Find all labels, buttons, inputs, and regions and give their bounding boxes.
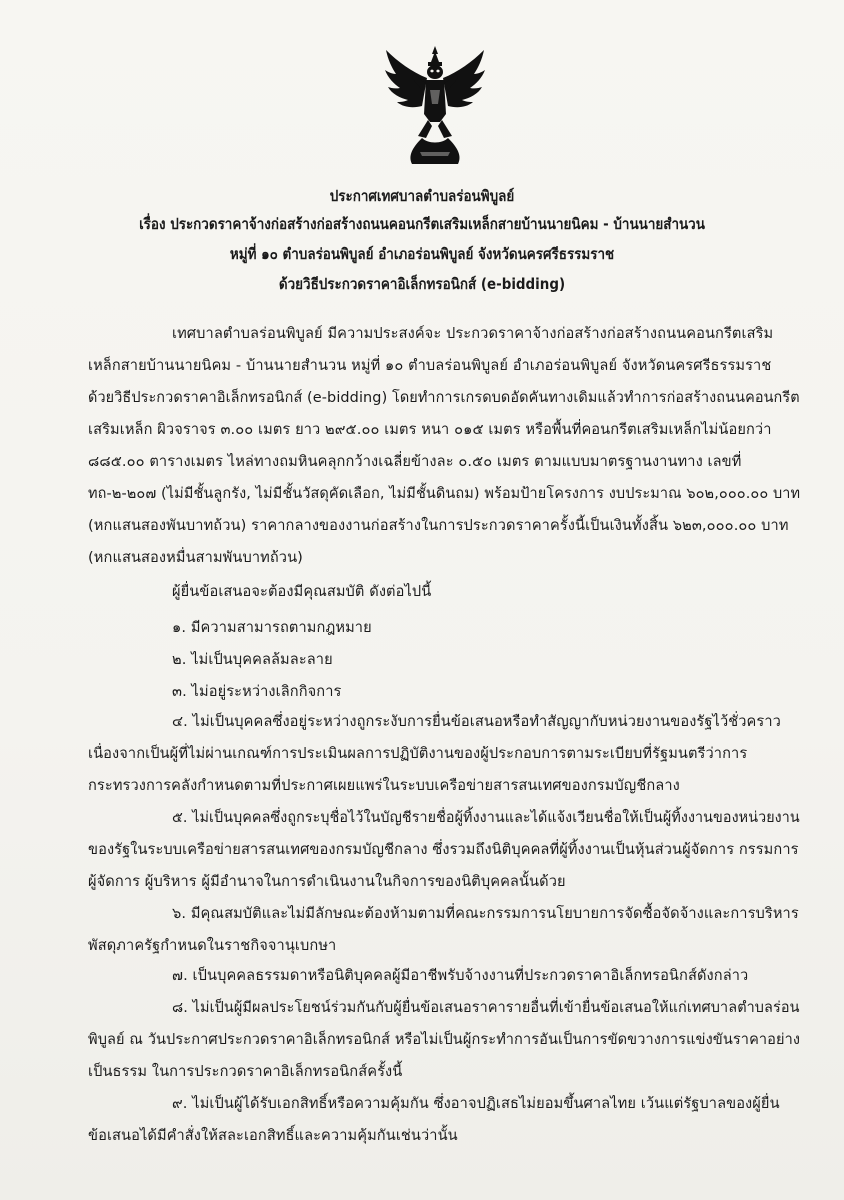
qualification-item: ผู้จัดการ ผู้บริหาร ผู้มีอำนาจในการดำเนินงานในกิจการของนิติบุคคลนั้นด้วย xyxy=(88,873,566,890)
qualification-item: เป็นธรรม ในการประกวดราคาอิเล็กทรอนิกส์ครั้งนี้ xyxy=(88,1063,403,1080)
intro-line: เทศบาลตำบลร่อนพิบูลย์ มีความประสงค์จะ ประกวดราคาจ้างก่อสร้างก่อสร้างถนนคอนกรีตเสริม xyxy=(172,325,774,342)
qualification-item: ข้อเสนอได้มีคำสั่งให้สละเอกสิทธิ์และความคุ้มกันเช่นว่านั้น xyxy=(88,1127,458,1144)
qualification-item: กระทรวงการคลังกำหนดตามที่ประกาศเผยแพร่ในระบบเครือข่ายสารสนเทศของกรมบัญชีกลาง xyxy=(88,777,680,794)
intro-line: เหล็กสายบ้านนายนิคม - บ้านนายสำนวน หมู่ที่ ๑๐ ตำบลร่อนพิบูลย์ อำเภอร่อนพิบูลย์ จังหวัดนครศรีธรรมราช xyxy=(88,357,772,374)
qualification-item: พิบูลย์ ณ วันประกาศประกวดราคาอิเล็กทรอนิกส์ หรือไม่เป็นผู้กระทำการอันเป็นการขัดขวางการแข่งขันราคาอย่าง xyxy=(88,1031,801,1048)
intro-line: ด้วยวิธีประกวดราคาอิเล็กทรอนิกส์ (e-bidding) โดยทำการเกรดบดอัดคันทางเดิมแล้วทำการก่อสร้างถนนคอนกรีต xyxy=(88,389,800,406)
qualification-item: เนื่องจากเป็นผู้ที่ไม่ผ่านเกณฑ์การประเมินผลการปฏิบัติงานของผู้ประกอบการตามระเบียบที่รัฐมนตรีว่าการ xyxy=(88,745,748,762)
garuda-emblem-icon xyxy=(382,44,488,168)
qualification-item: ๙. ไม่เป็นผู้ได้รับเอกสิทธิ์หรือความคุ้มกัน ซึ่งอาจปฏิเสธไม่ยอมขึ้นศาลไทย เว้นแต่รัฐบาลของผู้ยื่น xyxy=(172,1095,780,1112)
qualification-item: ๘. ไม่เป็นผู้มีผลประโยชน์ร่วมกันกับผู้ยื่นข้อเสนอราคารายอื่นที่เข้ายื่นข้อเสนอให้แก่เทศบาลตำบลร่อน xyxy=(172,999,800,1016)
location-line: หมู่ที่ ๑๐ ตำบลร่อนพิบูลย์ อำเภอร่อนพิบูลย์ จังหวัดนครศรีธรรมราช xyxy=(229,245,615,263)
qualification-item: ๑. มีความสามารถตามกฎหมาย xyxy=(172,619,372,636)
qualification-item: ของรัฐในระบบเครือข่ายสารสนเทศของกรมบัญชีกลาง ซึ่งรวมถึงนิติบุคคลที่ผู้ทิ้งงานเป็นหุ้นส่วนผู้จัดการ กรรมการ xyxy=(88,841,799,858)
intro-line: เสริมเหล็ก ผิวจราจร ๓.๐๐ เมตร ยาว ๒๙๕.๐๐ เมตร หนา ๐๑๕ เมตร หรือพื้นที่คอนกรีตเสริมเหล็กไม่น้อยกว่า xyxy=(88,421,772,438)
subject-line: เรื่อง ประกวดราคาจ้างก่อสร้างก่อสร้างถนนคอนกรีตเสริมเหล็กสายบ้านนายนิคม - บ้านนายสำนวน xyxy=(139,215,705,233)
intro-line: (หกแสนสองหมื่นสามพันบาทถ้วน) xyxy=(88,549,303,566)
intro-line: ๘๘๕.๐๐ ตารางเมตร ไหล่ทางถมหินคลุกกว้างเฉลี่ยข้างละ ๐.๕๐ เมตร ตามแบบมาตรฐานงานทาง เลขที่ xyxy=(88,453,742,470)
qualification-item: ๔. ไม่เป็นบุคคลซึ่งอยู่ระหว่างถูกระงับการยื่นข้อเสนอหรือทำสัญญากับหน่วยงานของรัฐไว้ชั่วคราว xyxy=(172,713,781,730)
intro-line: (หกแสนสองพันบาทถ้วน) ราคากลางของงานก่อสร้างในการประกวดราคาครั้งนี้เป็นเงินทั้งสิ้น ๖๒๓,๐๐๐.๐๐ บาท xyxy=(88,517,789,534)
method-line: ด้วยวิธีประกวดราคาอิเล็กทรอนิกส์ (e-bidding) xyxy=(278,275,566,293)
qualifications-intro: ผู้ยื่นข้อเสนอจะต้องมีคุณสมบัติ ดังต่อไปนี้ xyxy=(172,583,432,600)
qualification-item: ๖. มีคุณสมบัติและไม่มีลักษณะต้องห้ามตามที่คณะกรรมการนโยบายการจัดซื้อจัดจ้างและการบริหาร xyxy=(172,905,799,922)
qualification-item: พัสดุภาครัฐกำหนดในราชกิจจานุเบกษา xyxy=(88,937,337,954)
intro-line: ทถ-๒-๒๐๗ (ไม่มีชั้นลูกรัง, ไม่มีชั้นวัสดุคัดเลือก, ไม่มีชั้นดินถม) พร้อมป้ายโครงการ งบประมาณ ๖๐๒,๐๐๐.๐๐ บาท xyxy=(88,485,801,502)
qualification-item: ๒. ไม่เป็นบุคคลล้มละลาย xyxy=(172,651,333,668)
notice-title: ประกาศเทศบาลตำบลร่อนพิบูลย์ xyxy=(329,187,515,205)
qualification-item: ๓. ไม่อยู่ระหว่างเลิกกิจการ xyxy=(172,683,342,700)
qualification-item: ๗. เป็นบุคคลธรรมดาหรือนิติบุคคลผู้มีอาชีพรับจ้างงานที่ประกวดราคาอิเล็กทรอนิกส์ดังกล่าว xyxy=(172,967,749,984)
qualification-item: ๕. ไม่เป็นบุคคลซึ่งถูกระบุชื่อไว้ในบัญชีรายชื่อผู้ทิ้งงานและได้แจ้งเวียนชื่อให้เป็นผู้ทิ้งงานของหน่วยงาน xyxy=(172,809,800,826)
